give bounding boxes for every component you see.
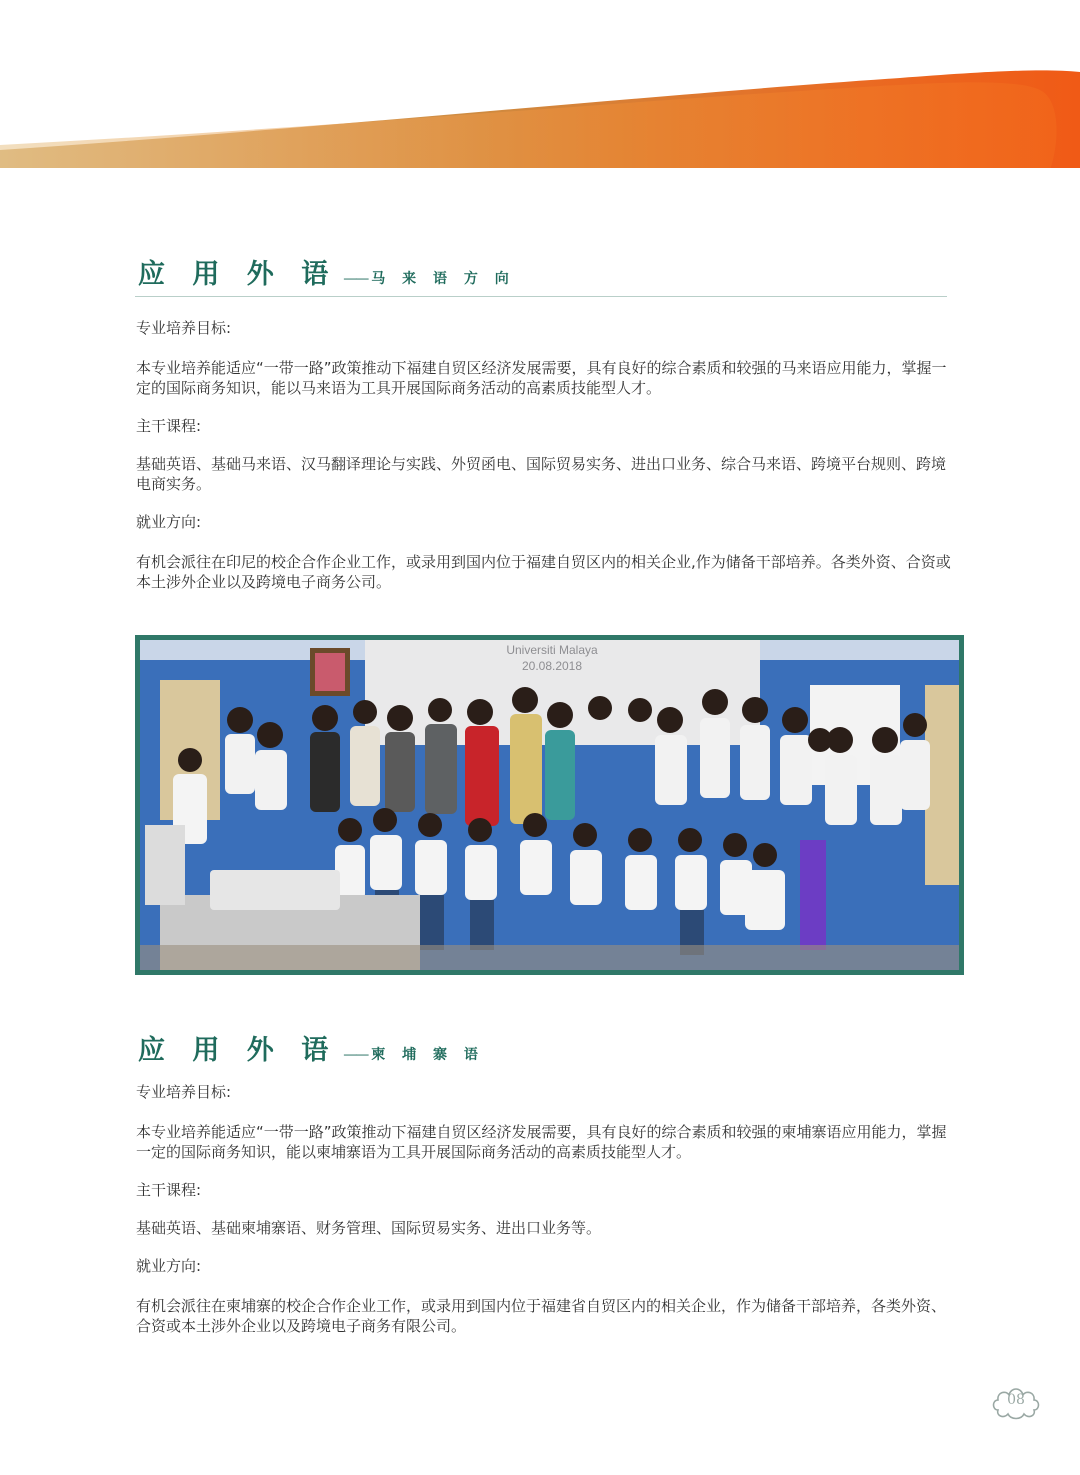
career-text: 有机会派往在印尼的校企合作企业工作，或录用到国内位于福建自贸区内的相关企业,作为储备干部培养。各类外资、合资或本土涉外企业以及跨境电子商务公司。 [136, 553, 951, 591]
career-label: 就业方向: [136, 513, 202, 531]
section-subheading: 马 来 语 方 向 [371, 271, 515, 287]
goal-label: 专业培养目标: [136, 319, 232, 337]
header-banner [0, 0, 1080, 175]
section1-body [136, 318, 958, 592]
page-number-badge [990, 1382, 1042, 1422]
section-subheading: 柬 埔 寨 语 [371, 1047, 484, 1063]
career-text: 有机会派往在柬埔寨的校企合作企业工作，或录用到国内位于福建省自贸区内的相关企业，作为储备干部培养，各类外资、合资或本土涉外企业以及跨境电子商务有限公司。 [136, 1297, 947, 1335]
courses-text: 基础英语、基础柬埔寨语、财务管理、国际贸易实务、进出口业务等。 [136, 1219, 602, 1237]
courses-label: 主干课程: [136, 417, 202, 435]
goal-text: 本专业培养能适应“一带一路”政策推动下福建自贸区经济发展需要，具有良好的综合素质和较强的马来语应用能力，掌握一定的国际商务知识，能以马来语为工具开展国际商务活动的高素质技能型人才。 [136, 359, 947, 397]
section-heading: 应 用 外 语 [138, 259, 338, 290]
screen-text-1: Universiti Malaya [506, 643, 598, 657]
courses-text: 基础英语、基础马来语、汉马翻译理论与实践、外贸函电、国际贸易实务、进出口业务、综合马来语、跨境平台规则、跨境电商实务。 [136, 455, 947, 493]
screen-text-2: 20.08.2018 [521, 659, 583, 673]
page-number: 08 [1007, 1392, 1025, 1408]
divider-line [135, 296, 947, 297]
courses-label: 主干课程: [136, 1181, 202, 1199]
section-title-malay [138, 252, 515, 291]
section-title-khmer [138, 1028, 484, 1067]
goal-text: 本专业培养能适应“一带一路”政策推动下福建自贸区经济发展需要，具有良好的综合素质和较强的柬埔寨语应用能力，掌握一定的国际商务知识，能以柬埔寨语为工具开展国际商务活动的高素质技能型人才。 [136, 1123, 947, 1161]
section-heading: 应 用 外 语 [138, 1035, 338, 1066]
goal-label: 专业培养目标: [136, 1083, 232, 1101]
section2-body [136, 1082, 958, 1336]
career-label: 就业方向: [136, 1257, 202, 1275]
title-dash: —— [343, 1047, 368, 1063]
title-dash: —— [343, 271, 368, 287]
group-photo [135, 635, 964, 975]
